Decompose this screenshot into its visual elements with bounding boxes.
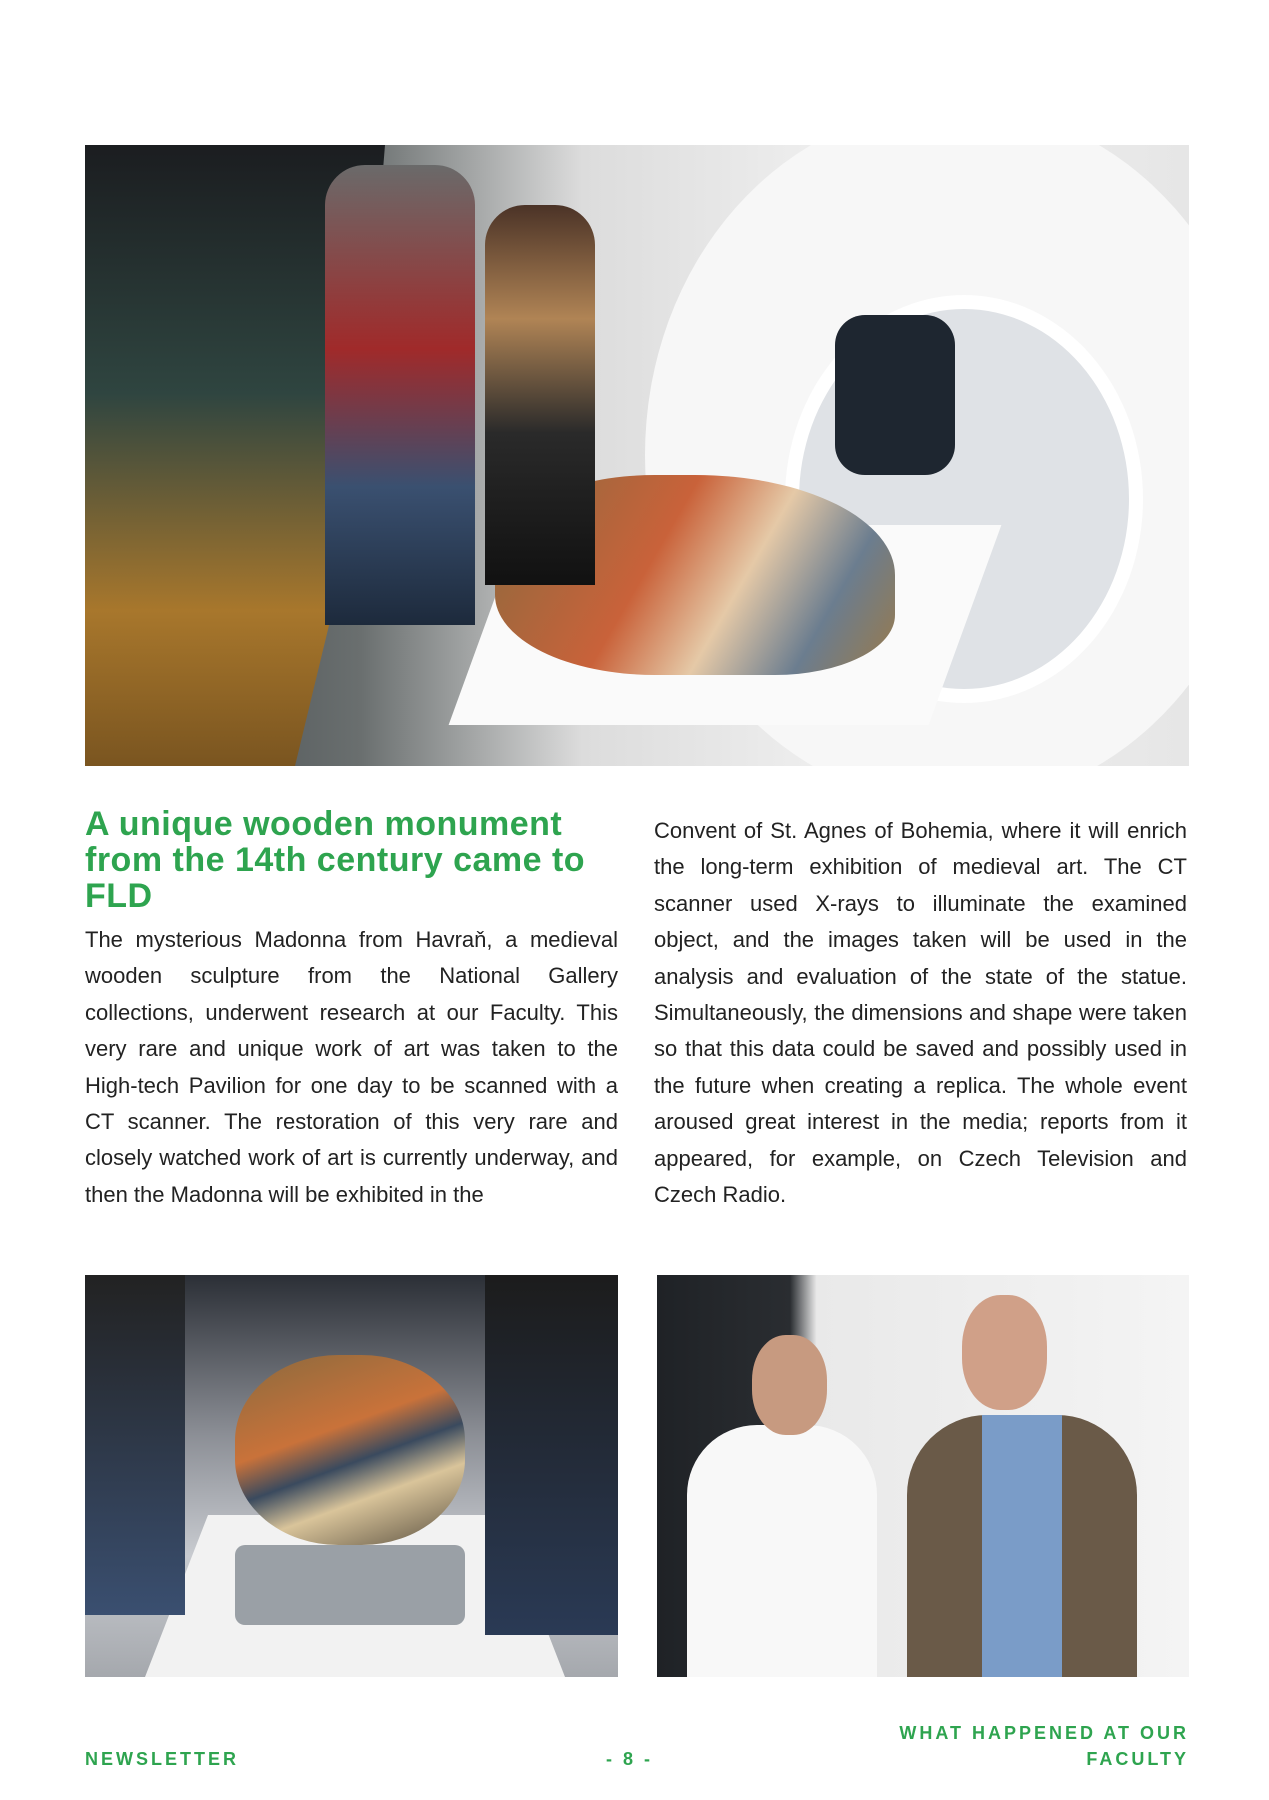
article-body-left-column: The mysterious Madonna from Havraň, a medieval wooden sculpture from the National Gallery collections, underwent research at our Faculty. This very rare and unique work of art was taken to the High-tech Pavilion for one day to be scanned with a CT scanner. The restoration of this very rare and closely watched work of art is currently underway, and then the Madonna will be exhibited in the	[85, 927, 618, 1207]
photo-madonna-on-scanner-table	[85, 1275, 618, 1677]
photo-two-men-talking	[657, 1275, 1189, 1677]
photo-ct-scanner-press	[85, 145, 1189, 766]
footer-page-number: - 8 -	[606, 1749, 654, 1769]
footer-section-title-line1: WHAT HAPPENED AT OUR	[899, 1723, 1189, 1743]
footer-section-title-line2: FACULTY	[1086, 1749, 1189, 1769]
article-title: A unique wooden monument from the 14th century came to FLD	[85, 805, 586, 915]
footer-section-title	[849, 1720, 1189, 1772]
article-body-right-column: Convent of St. Agnes of Bohemia, where it will enrich the long-term exhibition of medieval art. The CT scanner used X-rays to illuminate the examined object, and the images taken will be used in the analysis and evaluation of the state of the statue. Simultaneously, the dimensions and shape were taken so that this data could be saved and possibly used in the future when creating a replica. The whole event aroused great interest in the media; reports from it appeared, for example, on Czech Television and Czech Radio.	[654, 818, 1187, 1208]
footer-newsletter-label: NEWSLETTER	[85, 1749, 239, 1769]
